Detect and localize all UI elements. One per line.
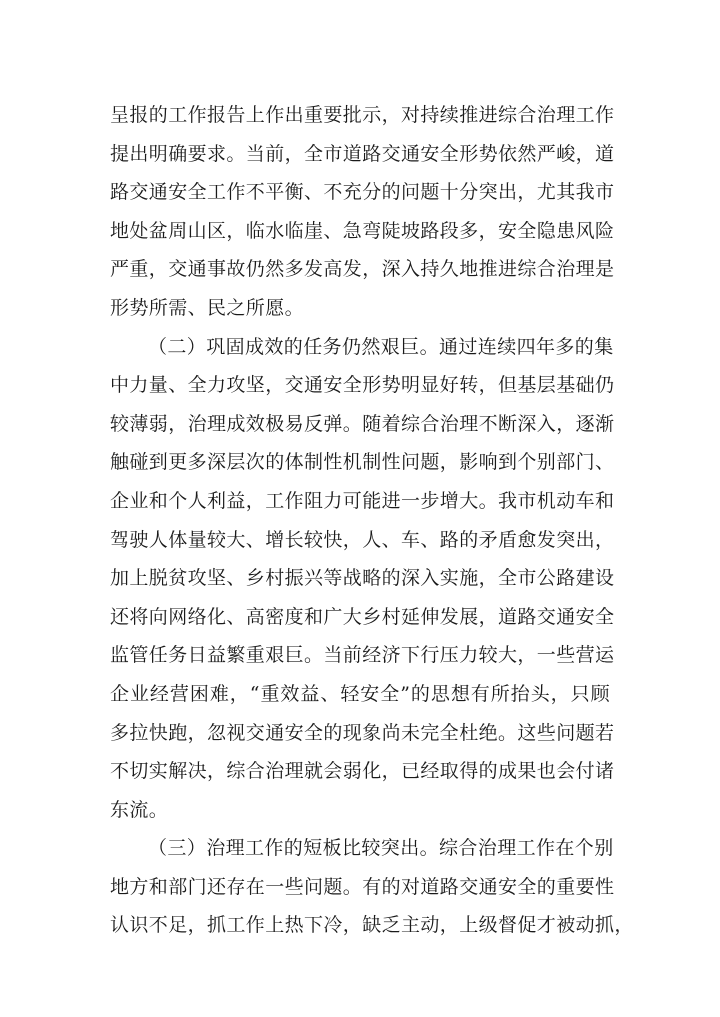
text-line: 呈报的工作报告上作出重要批示，对持续推进综合治理工作 bbox=[110, 104, 615, 126]
text-line: 地方和部门还存在一些问题。有的对道路交通安全的重要性 bbox=[110, 875, 615, 898]
text-line: 较薄弱，治理成效极易反弹。随着综合治理不断深入，逐渐 bbox=[110, 412, 615, 435]
text-line: （三）治理工作的短板比较突出。综合治理工作在个别 bbox=[148, 837, 614, 860]
document-body bbox=[110, 96, 634, 945]
text-line: 地处盆周山区，临水临崖、急弯陡坡路段多，安全隐患风险 bbox=[110, 219, 615, 242]
text-line: 驾驶人体量较大、增长较快，人、车、路的矛盾愈发突出， bbox=[110, 528, 615, 551]
text-line: 严重，交通事故仍然多发高发，深入持久地推进综合治理是 bbox=[110, 258, 615, 281]
text-line: 路交通安全工作不平衡、不充分的问题十分突出，尤其我市 bbox=[110, 181, 615, 204]
text-line: 不切实解决，综合治理就会弱化，已经取得的成果也会付诸 bbox=[110, 760, 615, 783]
text-line: 触碰到更多深层次的体制性机制性问题，影响到个别部门、 bbox=[110, 451, 615, 474]
text-line: 认识不足，抓工作上热下冷，缺乏主动，上级督促才被动抓， bbox=[110, 914, 634, 937]
paragraph-3 bbox=[110, 829, 634, 945]
text-line: （二）巩固成效的任务仍然艰巨。通过连续四年多的集 bbox=[148, 335, 614, 358]
paragraph-1 bbox=[110, 96, 615, 328]
text-line: 东流。 bbox=[110, 798, 169, 821]
paragraph-2 bbox=[110, 328, 615, 830]
text-line: 企业经营困难，“重效益、轻安全”的思想有所抬头，只顾 bbox=[110, 682, 610, 705]
text-line: 多拉快跑，忽视交通安全的现象尚未完全杜绝。这些问题若 bbox=[110, 721, 615, 744]
text-line: 监管任务日益繁重艰巨。当前经济下行压力较大，一些营运 bbox=[110, 644, 615, 667]
text-line: 形势所需、民之所愿。 bbox=[110, 296, 305, 319]
text-line: 企业和个人利益，工作阻力可能进一步增大。我市机动车和 bbox=[110, 489, 615, 512]
text-line: 加上脱贫攻坚、乡村振兴等战略的深入实施，全市公路建设 bbox=[110, 567, 615, 590]
text-line: 提出明确要求。当前，全市道路交通安全形势依然严峻，道 bbox=[110, 142, 615, 165]
text-line: 中力量、全力攻坚，交通安全形势明显好转，但基层基础仍 bbox=[110, 374, 615, 397]
text-line: 还将向网络化、高密度和广大乡村延伸发展，道路交通安全 bbox=[110, 605, 615, 628]
